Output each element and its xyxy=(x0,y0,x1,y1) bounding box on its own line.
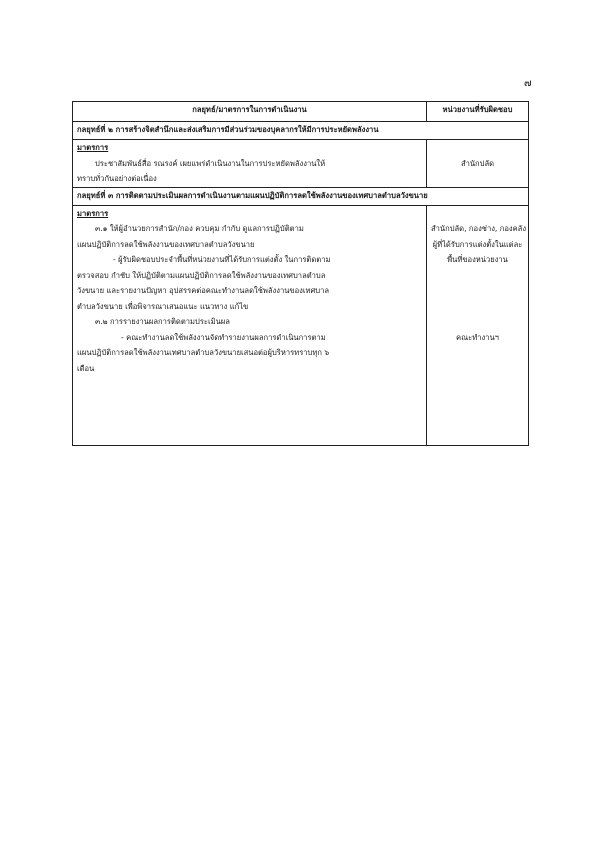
strategy2-line: ประชาสัมพันธ์สื่อ รณรงค์ เผยแพร่ดำเนินงานในการประหยัดพลังงานให้ xyxy=(95,158,326,168)
strategy3-title: กลยุทธ์ที่ ๓ การติดตามประเมินผลการดำเนินงานตามแผนปฏิบัติการลดใช้พลังงานของเทศบาลตำบลวังขนาย xyxy=(73,187,529,205)
item1-sub-line: ตำบลวังขนาย เพื่อพิจารณาเสนอแนะ แนวทาง แก้ไข xyxy=(77,301,249,311)
table-header-row xyxy=(73,102,529,122)
item2-line: - คณะทำงานลดใช้พลังงานจัดทำรายงานผลการดำเนินการตาม xyxy=(121,332,326,342)
strategy2-title-row xyxy=(73,122,529,140)
strategy3-responsible-2: ผู้ที่ได้รับการแต่งตั้งในแต่ละ xyxy=(432,239,523,249)
strategy2-responsible-text: สำนักปลัด xyxy=(460,158,495,168)
item1-line: แผนปฏิบัติการลดใช้พลังงานของเทศบาลตำบลวังขนาย xyxy=(77,239,255,249)
strategy3-measure-label: มาตรการ xyxy=(77,208,109,218)
header-col-responsible: หน่วยงานที่รับผิดชอบ xyxy=(427,102,529,122)
strategy3-measures xyxy=(73,205,427,446)
item1-line: ๓.๑ ให้ผู้อำนวยการสำนัก/กอง ควบคุม กำกับ ดูแลการปฏิบัติตาม xyxy=(95,224,304,233)
strategy2-line: ทราบทั่วกันอย่างต่อเนื่อง xyxy=(77,174,157,183)
strategy2-measure-label: มาตรการ xyxy=(77,143,109,152)
strategy3-responsible xyxy=(427,205,529,446)
item2-line: แผนปฏิบัติการลดใช้พลังงานเทศบาลตำบลวังขนายเสนอต่อผู้บริหารทราบทุก ๖ xyxy=(77,348,330,357)
header-col-strategy: กลยุทธ์/มาตรการในการดำเนินงาน xyxy=(73,102,427,122)
item2-line: เดือน xyxy=(77,363,95,373)
page-number: ๗ xyxy=(524,78,532,89)
strategy2-title: กลยุทธ์ที่ ๒ การสร้างจิตสำนึกและส่งเสริมการมีส่วนร่วมของบุคลากรให้มีการประหยัดพลังงาน xyxy=(73,122,529,140)
strategy3-responsible-3: คณะทำงานฯ xyxy=(456,332,499,342)
strategy3-responsible-2: พื้นที่ของหน่วยงาน xyxy=(447,255,508,264)
item1-sub-line: วังขนาย และรายงานปัญหา อุปสรรคต่อคณะทำงานลดใช้พลังงานของเทศบาล xyxy=(77,286,330,295)
strategy3-responsible-1: สำนักปลัด, กองช่าง, กองคลัง xyxy=(431,224,527,233)
item1-sub-line: ตรวจสอบ กำชับ ให้ปฏิบัติตามแผนปฏิบัติการลดใช้พลังงานของเทศบาลตำบล xyxy=(77,270,326,280)
item2-title: ๓.๒ การรายงานผลการติดตามประเมินผล xyxy=(95,317,230,326)
strategy3-content-row xyxy=(73,205,529,446)
strategy-table xyxy=(72,101,529,446)
strategy2-content-row xyxy=(73,140,529,188)
item1-sub-line: - ผู้รับผิดชอบประจำพื้นที่หน่วยงานที่ได้รับการแต่งตั้ง ในการติดตาม xyxy=(113,255,331,264)
strategy2-measures xyxy=(73,140,427,188)
strategy2-responsible xyxy=(427,140,529,188)
strategy3-title-row xyxy=(73,187,529,205)
